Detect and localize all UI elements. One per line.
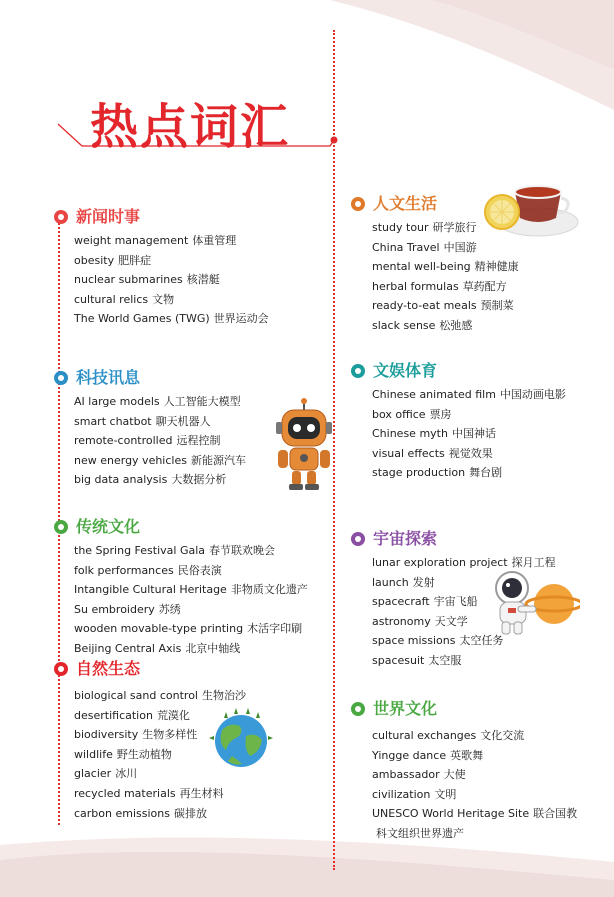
list-item: UNESCO World Heritage Site 联合国教 [372,807,578,821]
robot-illustration [268,398,340,493]
page-title-block [52,80,352,160]
list-item: remote-controlled 远程控制 [74,434,221,448]
tech-list [74,392,246,490]
list-item: wooden movable-type printing 木活字印刷 [74,622,303,636]
tradition-bullet-icon [54,520,68,534]
list-item: folk performances 民俗表演 [74,563,222,577]
list-item: Chinese myth 中国神话 [372,427,496,441]
list-item: Chinese animated film 中国动画电影 [372,388,566,401]
list-item: recycled materials 再生材料 [74,786,224,800]
list-item: ambassador 大使 [372,768,466,782]
list-item: ready-to-eat meals 预制菜 [372,299,514,313]
list-item: weight management 体重管理 [74,234,237,247]
list-item: slack sense 松弛感 [372,318,473,332]
list-item: study tour 研学旅行 [372,221,477,234]
list-item: cultural exchanges 文化交流 [372,729,525,742]
world-list [372,726,577,844]
section-title-humanities: 人文生活 [373,194,438,213]
earth-illustration [208,706,274,772]
page-title: 热点词汇 [90,99,291,155]
list-item: stage production 舞台剧 [372,466,503,480]
list-item: spacesuit 太空服 [372,653,462,667]
section-title-world: 世界文化 [373,699,438,718]
list-item: obesity 肥胖症 [74,253,152,267]
section-title-entertainment: 文娱体育 [373,361,438,380]
list-item: AI large models 人工智能大模型 [74,395,241,408]
list-item: Yingge dance 英歌舞 [372,748,484,762]
astronaut-illustration [488,568,580,638]
entertainment-list [372,385,566,483]
list-item: the Spring Festival Gala 春节联欢晚会 [74,544,276,557]
list-item: 科文组织世界遗产 [376,826,464,840]
section-title-nature: 自然生态 [76,659,141,678]
section-title-tradition: 传统文化 [76,517,141,536]
list-item: civilization 文明 [372,787,457,801]
humanities-bullet-icon [351,197,365,211]
list-item: spacecraft 宇宙飞船 [372,595,478,609]
list-item: desertification 荒漠化 [74,708,190,722]
list-item: Beijing Central Axis 北京中轴线 [74,641,241,655]
section-tech [54,367,246,490]
list-item: wildlife 野生动植物 [74,747,172,761]
list-item: glacier 冰川 [74,767,138,781]
list-item: biodiversity 生物多样性 [74,728,198,742]
list-item: nuclear submarines 核潜艇 [74,273,220,287]
list-item: launch 发射 [372,575,435,589]
list-item: biological sand control 生物治沙 [74,689,246,702]
news-list [74,231,269,329]
list-item: cultural relics 文物 [74,292,175,306]
list-item: space missions 太空任务 [372,634,504,648]
section-news [54,206,269,329]
tech-bullet-icon [54,371,68,385]
section-world [351,698,577,844]
list-item: astronomy 天文学 [372,614,468,628]
list-item: new energy vehicles 新能源汽车 [74,453,246,467]
tea-cup-illustration [480,172,580,252]
list-item: The World Games (TWG) 世界运动会 [74,312,269,326]
list-item: mental well-being 精神健康 [372,260,519,274]
list-item: Intangible Cultural Heritage 非物质文化遗产 [74,583,308,597]
list-item: big data analysis 大数据分析 [74,473,227,487]
list-item: carbon emissions 碳排放 [74,806,207,820]
list-item: Su embroidery 苏绣 [74,602,181,616]
nature-bullet-icon [54,662,68,676]
list-item: China Travel 中国游 [372,240,477,254]
news-bullet-icon [54,210,68,224]
list-item: smart chatbot 聊天机器人 [74,414,211,428]
section-title-tech: 科技讯息 [76,368,141,387]
world-bullet-icon [351,702,365,716]
tradition-list [74,541,308,659]
section-title-news: 新闻时事 [76,207,141,226]
list-item: visual effects 视觉效果 [372,446,493,460]
list-item: herbal formulas 草药配方 [372,279,507,293]
section-tradition [54,516,308,659]
section-title-space: 宇宙探索 [373,529,438,548]
entertainment-bullet-icon [351,364,365,378]
space-bullet-icon [351,532,365,546]
list-item: box office 票房 [372,407,452,421]
section-entertainment [351,360,566,483]
list-item: lunar exploration project 探月工程 [372,556,556,569]
